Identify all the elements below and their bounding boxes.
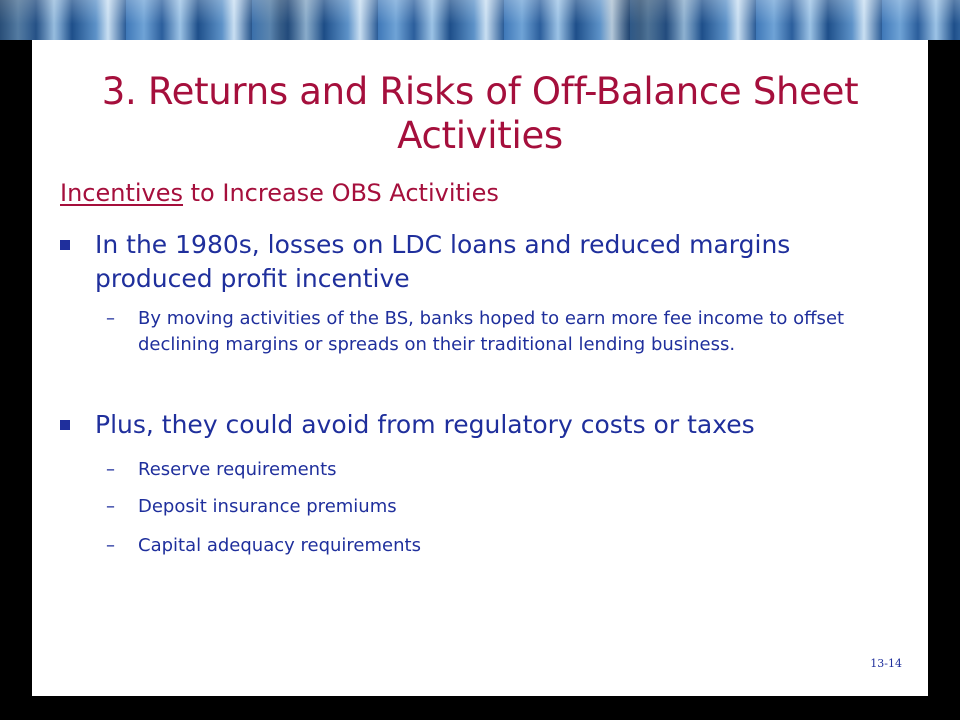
bullet-text: Plus, they could avoid from regulatory costs or taxes [95,410,755,439]
subheading-rest: to Increase OBS Activities [183,179,499,207]
slide-title: 3. Returns and Risks of Off-Balance Sheet Activities [101,70,859,157]
sub-item-text: By moving activities of the BS, banks hoped to earn more fee income to offset declining margins or spreads on their traditional lending business. [138,308,845,355]
dash-marker: – [106,535,115,556]
dash-marker: – [106,496,115,517]
bullet-text: In the 1980s, losses on LDC loans and reduced margins produced profit incentive [95,230,791,293]
slide-number: 13-14 [870,657,902,670]
header-banner-image [0,0,960,40]
dash-marker: – [106,308,115,329]
section-subheading [60,178,499,208]
square-bullet-icon [60,240,70,250]
subheading-underlined: Incentives [60,179,184,207]
sub-item-text: Capital adequacy requirements [138,535,421,556]
square-bullet-icon [60,420,70,430]
slide-content [32,40,928,696]
sub-item-text: Reserve requirements [138,459,337,480]
sub-item-text: Deposit insurance premiums [138,496,397,517]
dash-marker: – [106,459,115,480]
